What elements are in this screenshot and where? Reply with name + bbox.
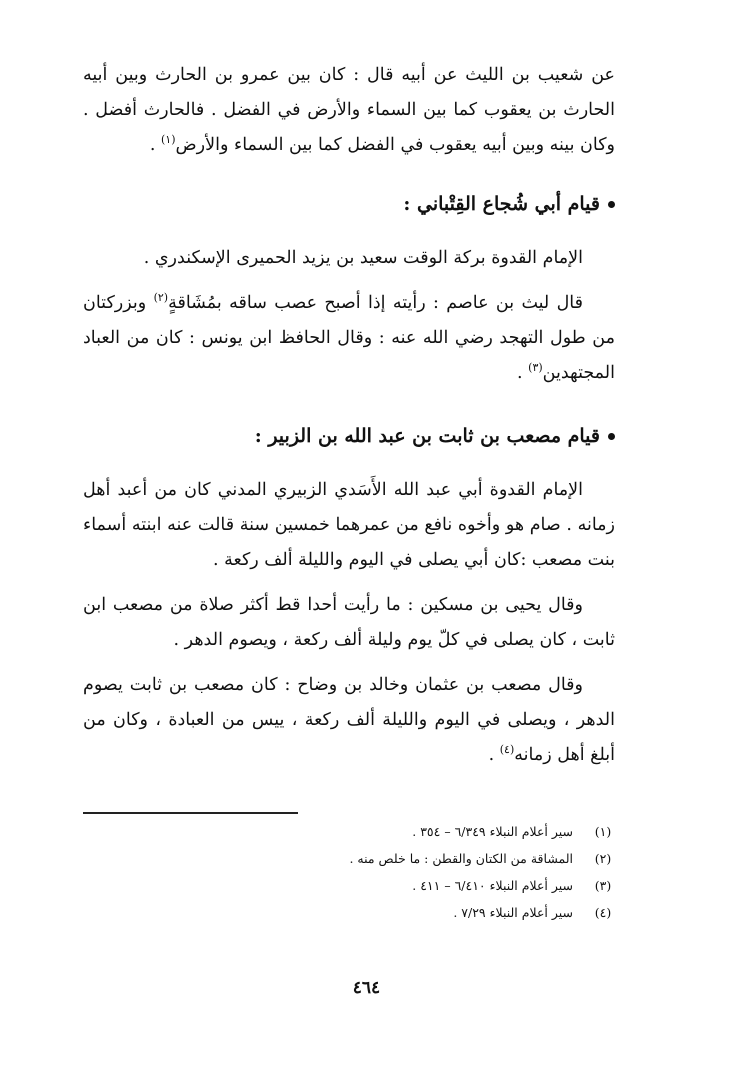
footnote-number: (٢) <box>594 851 612 866</box>
footnotes <box>135 818 615 926</box>
paragraph-3 <box>83 286 615 391</box>
footnote-ref-3: (٣) <box>528 361 543 375</box>
paragraph-1-end: . <box>149 135 161 155</box>
paragraph-3-text-a: قال ليث بن عاصم : رأيته إذا أصبح عصب ساقه بمُشَاقةٍ <box>168 293 583 313</box>
footnote-ref-1: (١) <box>161 133 176 147</box>
heading-text: قيام أبي شُجاع القِتْباني : <box>403 193 600 215</box>
footnote-item <box>135 845 615 872</box>
footnote-item <box>135 818 615 845</box>
footnote-item <box>135 899 615 926</box>
paragraph-3-text-b: وبزركتان من طول التهجد رضي الله عنه : وقال الحافظ ابن يونس : كان من العباد المجتهدين <box>83 293 615 383</box>
heading-text: قيام مصعب بن ثابت بن عبد الله بن الزبير : <box>254 425 600 447</box>
page-body <box>83 58 615 773</box>
footnote-separator <box>83 812 298 814</box>
bullet-icon <box>608 433 615 440</box>
paragraph-4 <box>83 473 615 578</box>
footnote-text: المشاقة من الكتان والقطن : ما خلص منه . <box>349 851 573 866</box>
footnote-ref-2: (٢) <box>153 291 169 305</box>
footnote-text: سير أعلام النبلاء ٦/٣٤٩ – ٣٥٤ . <box>412 824 573 839</box>
paragraph-2 <box>83 241 615 276</box>
paragraph-5-text: وقال يحيى بن مسكين : ما رأيت أحدا قط أكثر صلاة من مصعب ابن ثابت ، كان يصلى في كلّ يوم وليلة ألف ركعة ، ويصوم الدهر . <box>83 595 615 650</box>
footnote-number: (٤) <box>594 905 612 920</box>
footnote-text: سير أعلام النبلاء ٦/٤١٠ – ٤١١ . <box>412 878 573 893</box>
footnote-ref-4: (٤) <box>499 743 515 757</box>
bullet-icon <box>608 201 615 208</box>
footnote-number: (٣) <box>594 878 612 893</box>
section-heading-abu-shuja <box>83 189 615 219</box>
footnote-text: سير أعلام النبلاء ٧/٢٩ . <box>453 905 573 920</box>
paragraph-2-text: الإمام القدوة بركة الوقت سعيد بن يزيد الحميرى الإسكندري . <box>143 248 583 268</box>
paragraph-6 <box>83 668 615 773</box>
footnote-item <box>135 872 615 899</box>
paragraph-1-text: عن شعيب بن الليث عن أبيه قال : كان بين عمرو بن الحارث وبين أبيه الحارث بن يعقوب كما بين السماء والأرض في الفضل . فالحارث أفضل . وكان بينه وبين أبيه يعقوب في الفضل كما بين السماء والأرض <box>83 65 615 155</box>
footnote-number: (١) <box>594 824 612 839</box>
paragraph-6-end: . <box>488 745 500 765</box>
paragraph-1 <box>83 58 615 163</box>
paragraph-5 <box>83 588 615 658</box>
paragraph-3-end: . <box>517 363 529 383</box>
page-number: ٤٦٤ <box>352 978 381 998</box>
paragraph-6-text: وقال مصعب بن عثمان وخالد بن وضاح : كان مصعب بن ثابت يصوم الدهر ، ويصلى في اليوم والليلة ألف ركعة ، ييس من العبادة ، وكان من أبلغ أهل زمانه <box>83 675 615 765</box>
section-heading-musab <box>83 421 615 451</box>
paragraph-4-text: الإمام القدوة أبي عبد الله الأَسَدي الزبيري المدني كان من أعبد أهل زمانه . صام هو وأخوه نافع من عمرهما خمسين سنة قالت عنه ابنته أسماء بنت مصعب :كان أبي يصلى في اليوم والليلة ألف ركعة . <box>83 480 615 570</box>
